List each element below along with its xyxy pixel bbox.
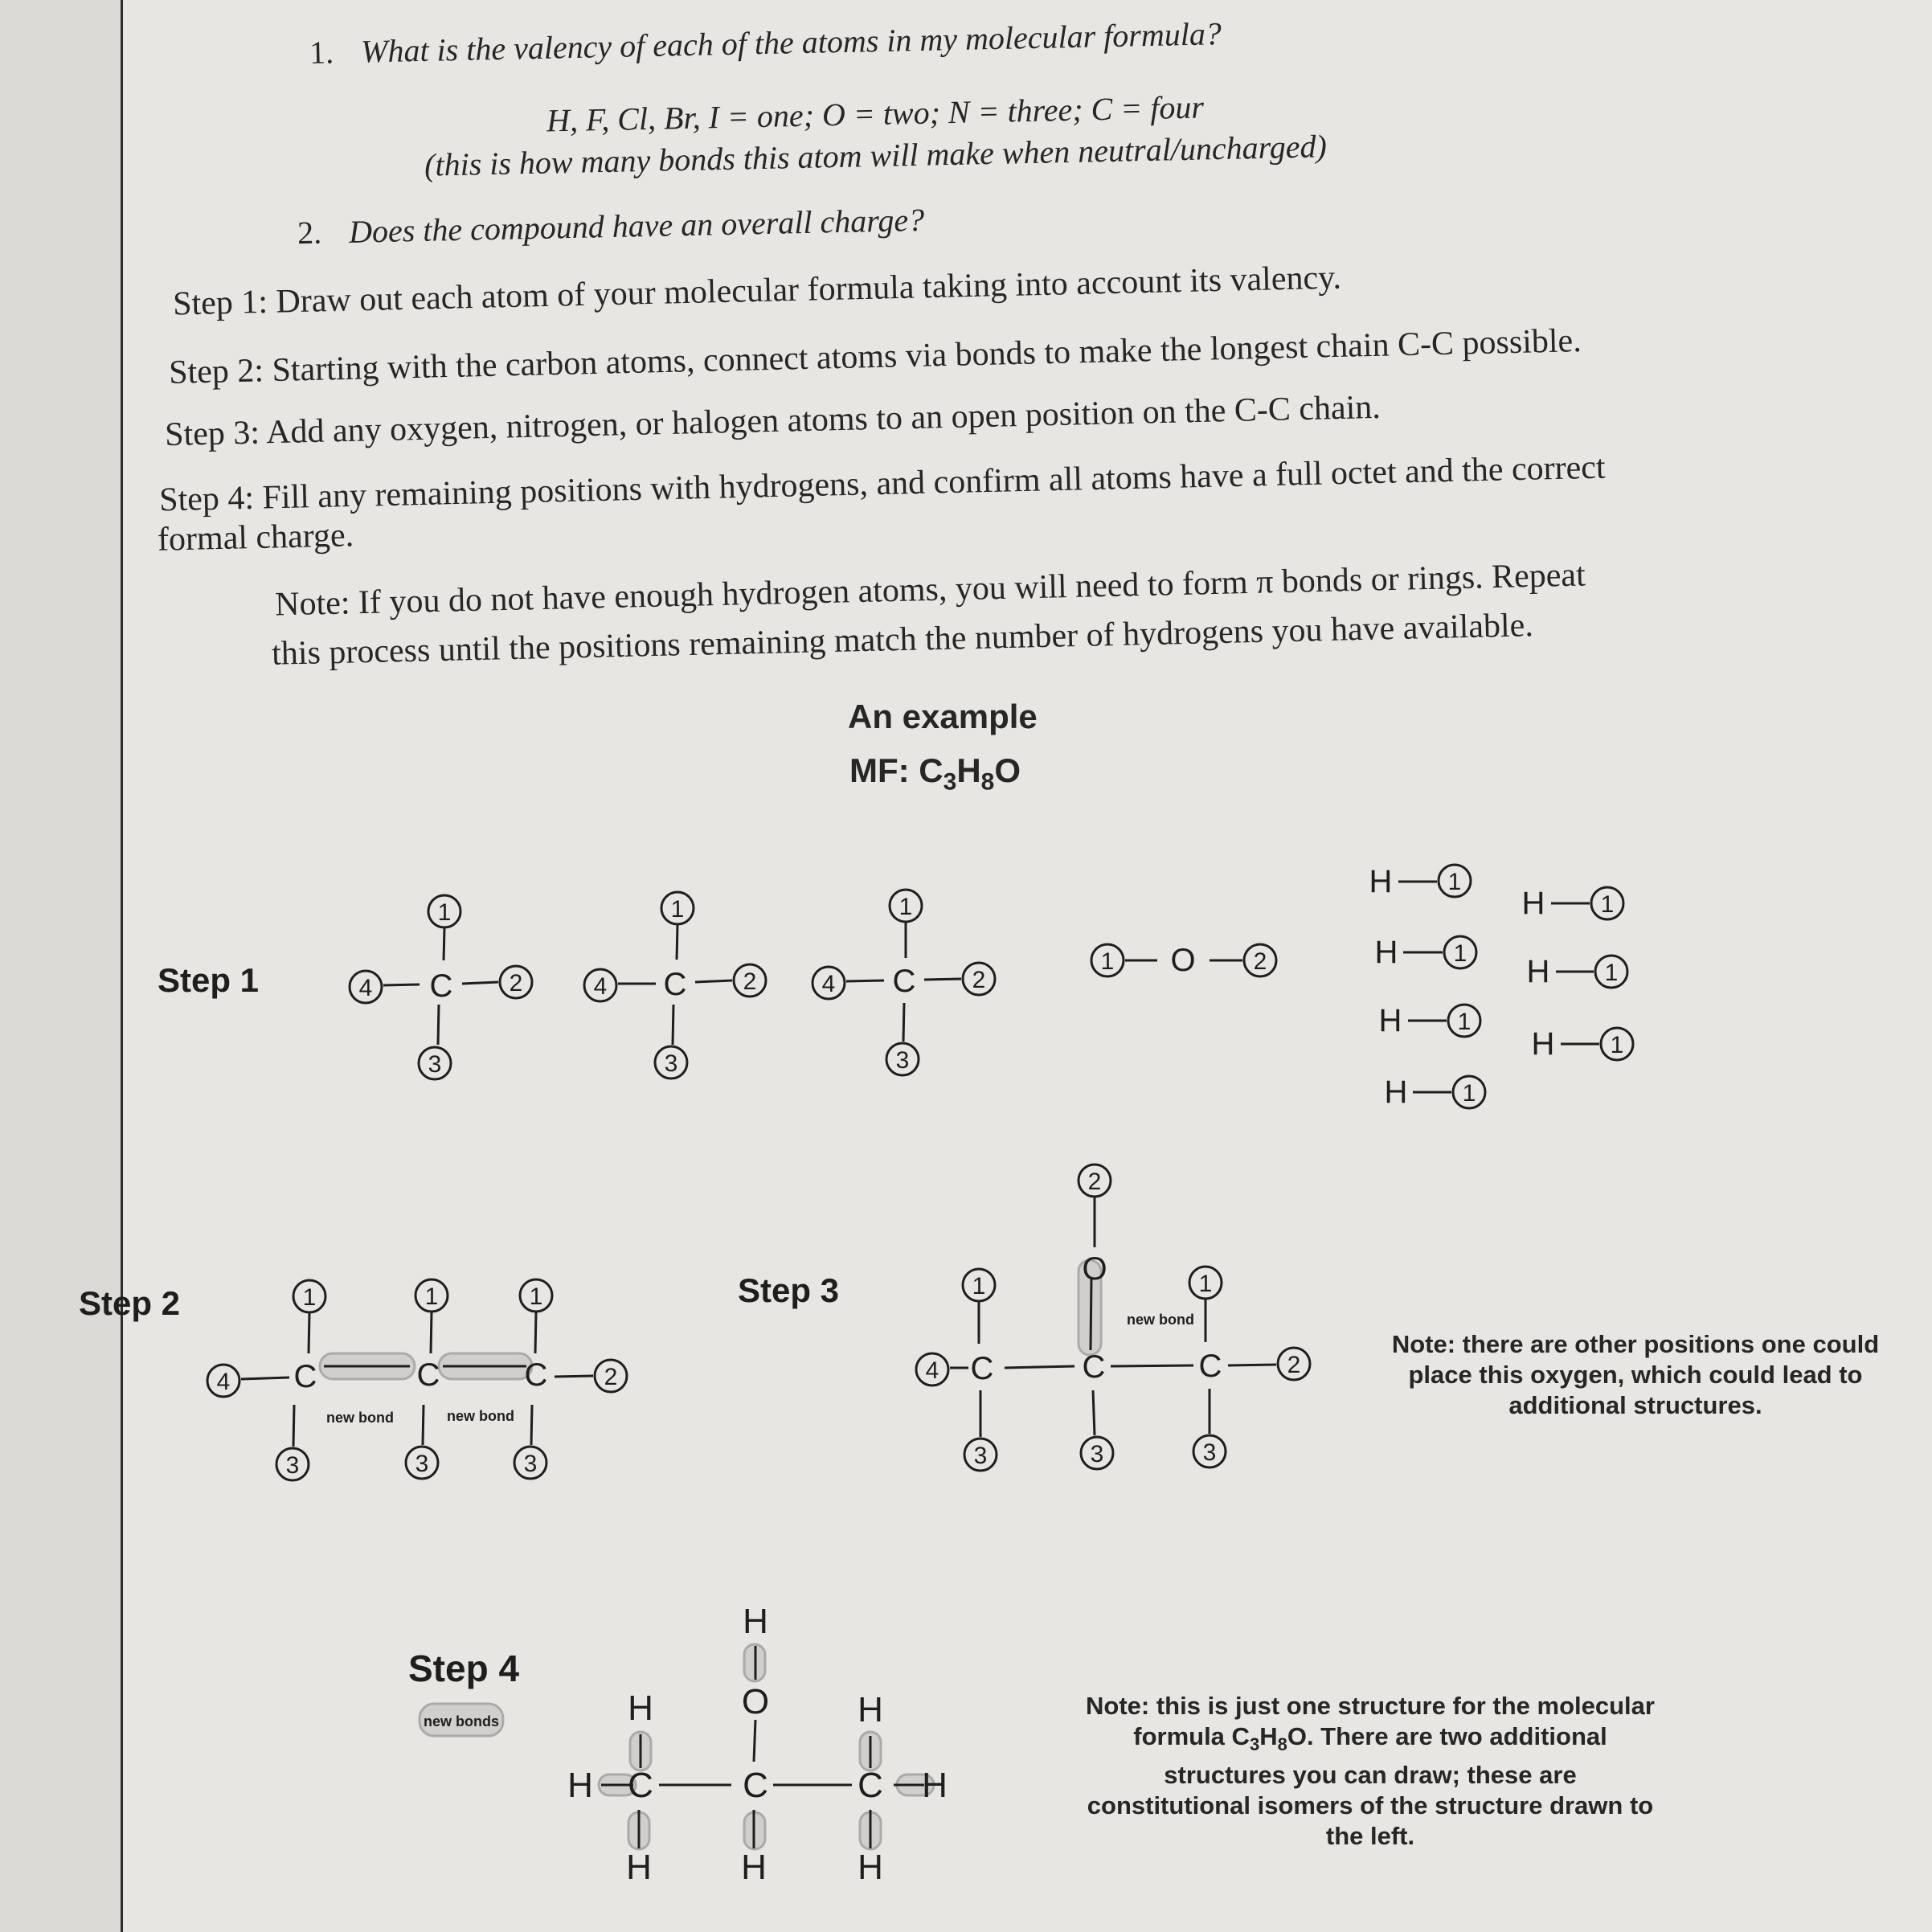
svg-text:1: 1 [1462, 1080, 1476, 1107]
svg-text:C: C [892, 964, 916, 999]
svg-text:C: C [429, 968, 453, 1004]
svg-text:H: H [1521, 886, 1545, 921]
step-1-text: Step 1: Draw out each atom of your molecular formula taking into account its valency. [172, 259, 1342, 323]
svg-text:2: 2 [743, 968, 757, 995]
svg-text:3: 3 [285, 1452, 300, 1479]
svg-text:4: 4 [358, 975, 373, 1001]
svg-text:1: 1 [1610, 1032, 1624, 1058]
svg-text:C: C [858, 1766, 883, 1805]
svg-text:1: 1 [1604, 960, 1619, 986]
svg-text:1: 1 [1198, 1271, 1213, 1297]
svg-text:C: C [743, 1766, 768, 1805]
svg-text:1: 1 [670, 896, 685, 923]
svg-text:H: H [743, 1602, 768, 1641]
question-2-number: 2. [297, 214, 322, 252]
svg-text:2: 2 [972, 967, 986, 993]
svg-text:3: 3 [895, 1047, 910, 1074]
question-1-number: 1. [309, 34, 334, 71]
svg-text:1: 1 [1447, 869, 1462, 895]
note-line-2: this process until the positions remaining match the number of hydrogens you have available. [271, 607, 1534, 673]
svg-text:3: 3 [428, 1051, 442, 1078]
step-1-label: Step 1 [158, 961, 260, 999]
svg-text:C: C [970, 1351, 994, 1386]
step-4-text-line2: formal charge. [157, 517, 354, 559]
svg-text:3: 3 [664, 1050, 678, 1077]
svg-text:H: H [858, 1848, 883, 1887]
svg-text:new bond: new bond [447, 1408, 514, 1424]
svg-text:O: O [741, 1682, 770, 1721]
svg-text:H: H [741, 1848, 767, 1887]
svg-text:3: 3 [415, 1451, 429, 1477]
step3-note: Note: there are other positions one could place this oxygen, which could lead to additional structures. [1391, 1330, 1880, 1419]
svg-text:1: 1 [437, 899, 452, 926]
step3-chain [916, 1165, 1310, 1471]
step3-new-bond-label: new bond [1127, 1312, 1194, 1328]
step1-carbons [350, 865, 1633, 1108]
svg-text:4: 4 [593, 973, 608, 1000]
svg-text:new bond: new bond [326, 1410, 394, 1426]
svg-text:1: 1 [1457, 1009, 1472, 1035]
svg-text:H: H [628, 1688, 653, 1728]
svg-text:H: H [567, 1766, 593, 1805]
svg-text:1: 1 [1600, 891, 1615, 918]
svg-text:C: C [1198, 1349, 1222, 1384]
svg-text:1: 1 [424, 1283, 439, 1310]
svg-text:H: H [1531, 1026, 1555, 1062]
svg-text:3: 3 [1202, 1439, 1217, 1466]
example-title: An example [848, 698, 1038, 735]
svg-text:C: C [416, 1357, 440, 1393]
svg-text:H: H [1369, 864, 1393, 899]
step4-new-bonds-badge: new bonds [424, 1713, 499, 1729]
svg-text:4: 4 [821, 971, 836, 997]
step-2-text: Step 2: Starting with the carbon atoms, connect atoms via bonds to make the longest chain C-C possible. [168, 322, 1582, 391]
step-3-label: Step 3 [738, 1271, 840, 1309]
svg-text:2: 2 [1287, 1352, 1301, 1378]
svg-text:3: 3 [523, 1451, 538, 1477]
svg-text:4: 4 [925, 1357, 939, 1384]
svg-text:2: 2 [1087, 1169, 1102, 1195]
svg-text:1: 1 [1453, 940, 1467, 967]
question-2-text: Does the compound have an overall charge? [348, 201, 925, 250]
step-2-label: Step 2 [79, 1284, 181, 1322]
svg-text:C: C [524, 1357, 548, 1393]
svg-text:C: C [1082, 1349, 1106, 1385]
svg-text:4: 4 [216, 1369, 231, 1395]
valency-note: (this is how many bonds this atom will make when neutral/uncharged) [424, 128, 1328, 183]
svg-text:O: O [1170, 943, 1196, 978]
svg-text:2: 2 [604, 1364, 618, 1390]
svg-text:H: H [858, 1690, 883, 1729]
step4-note: Note: this is just one structure for the molecular formula $C_3H_8O$. There are two additional structures you can draw; these are constitutional isomers of the structure drawn to the left. [1086, 1692, 1655, 1851]
note-line-1: Note: If you do not have enough hydrogen atoms, you will need to form π bonds or rings. Repeat [274, 556, 1586, 624]
svg-text:1: 1 [1100, 948, 1115, 975]
valency-line: H, F, Cl, Br, I = one; O = two; N = three; C = four [546, 88, 1205, 139]
step1-hydrogens [1398, 865, 1633, 1108]
svg-text:1: 1 [972, 1273, 986, 1300]
svg-text:H: H [922, 1766, 948, 1805]
svg-text:3: 3 [1090, 1441, 1104, 1467]
svg-text:2: 2 [1253, 948, 1267, 975]
svg-text:H: H [626, 1848, 652, 1887]
question-1-text: What is the valency of each of the atoms in my molecular formula? [360, 15, 1222, 70]
svg-text:3: 3 [973, 1443, 988, 1469]
svg-text:C: C [663, 967, 687, 1002]
step-3-text: Step 3: Add any oxygen, nitrogen, or halogen atoms to an open position on the C-C chain. [164, 388, 1381, 454]
svg-text:1: 1 [302, 1284, 317, 1311]
svg-text:C: C [293, 1359, 317, 1394]
svg-text:H: H [1378, 1003, 1402, 1038]
svg-text:1: 1 [529, 1283, 543, 1310]
step-4-text-line1: Step 4: Fill any remaining positions with hydrogens, and confirm all atoms have a full octet and the correct [158, 448, 1607, 519]
svg-text:2: 2 [509, 970, 523, 997]
svg-text:H: H [1384, 1074, 1408, 1110]
step2-new-bond-labels [326, 1408, 514, 1426]
svg-text:1: 1 [898, 894, 913, 920]
svg-text:H: H [1526, 954, 1550, 989]
svg-text:O: O [1082, 1251, 1107, 1287]
svg-text:H: H [1374, 935, 1398, 970]
svg-text:C: C [628, 1766, 653, 1805]
step3-position-numbers [926, 1169, 1301, 1469]
step-4-label: Step 4 [408, 1648, 520, 1689]
molecular-formula: MF: $C_3H_8O$ [849, 751, 1021, 796]
